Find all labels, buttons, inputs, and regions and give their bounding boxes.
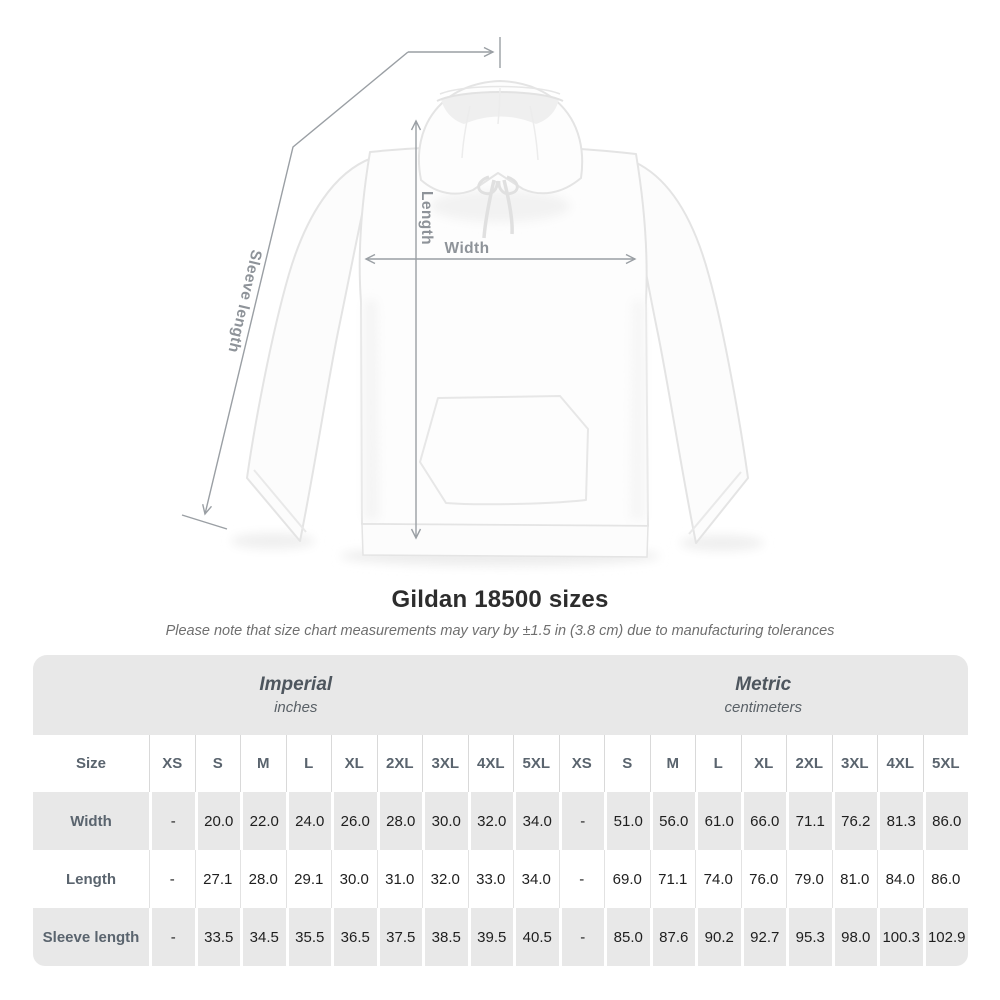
tolerance-note: Please note that size chart measurements may vary by ±1.5 in (3.8 cm) due to manufacturing tolerances [165,623,835,639]
cell: 32.0 [422,850,468,908]
unit-group-header-row [33,655,968,735]
hoodie-pocket [420,396,588,504]
cell: 95.3 [786,908,832,966]
cell: 71.1 [786,792,832,850]
cell: 90.2 [695,908,741,966]
width-label: Width [444,240,490,257]
row-label: Sleeve length [33,908,149,966]
hoodie-body-group [247,81,748,557]
cell: 24.0 [286,792,332,850]
metric-unit: centimeters [724,698,803,716]
cell: 34.0 [513,792,559,850]
cell: 69.0 [604,850,650,908]
cell: 56.0 [650,792,696,850]
size-header-label: Size [33,735,149,792]
cell: 74.0 [695,850,741,908]
cell: 35.5 [286,908,332,966]
cell: 30.0 [331,850,377,908]
cell: 66.0 [741,792,787,850]
cell: 33.5 [195,908,241,966]
cell: 87.6 [650,908,696,966]
cell: 76.0 [741,850,787,908]
table-row-sleeve-length [33,908,968,966]
cell: 27.1 [195,850,241,908]
cell: 31.0 [377,850,423,908]
cell: 61.0 [695,792,741,850]
cell: - [559,792,605,850]
imperial-unit: inches [274,698,318,716]
cell: 36.5 [331,908,377,966]
cell: - [149,850,195,908]
size-col-header: 5XL [513,735,559,792]
row-label: Length [66,870,116,888]
row-label: Width [33,792,149,850]
cell: 86.0 [923,792,969,850]
cell: 30.0 [422,792,468,850]
size-col-header: 5XL [923,735,969,792]
cell: - [559,850,605,908]
cell: 39.5 [468,908,514,966]
cell: 28.0 [240,850,286,908]
table-row-length [33,850,968,908]
length-label: Length [418,191,435,246]
imperial-group-header [33,655,559,735]
table-row-width [33,792,968,850]
cell: 92.7 [741,908,787,966]
cell: 84.0 [877,850,923,908]
cell: 76.2 [832,792,878,850]
page-title: Gildan 18500 sizes [391,586,609,613]
cell: - [149,908,195,966]
cell: 71.1 [650,850,696,908]
cell: 81.3 [877,792,923,850]
metric-group-header [559,655,969,735]
metric-label: Metric [735,674,792,696]
size-chart [33,655,968,966]
size-col-header: XL [741,735,787,792]
cell: 33.0 [468,850,514,908]
size-col-header: 3XL [422,735,468,792]
cell: 20.0 [195,792,241,850]
size-col-header: S [604,735,650,792]
size-col-header: M [240,735,286,792]
cell: 81.0 [832,850,878,908]
cell: 51.0 [604,792,650,850]
cell: 28.0 [377,792,423,850]
imperial-label: Imperial [259,674,333,696]
cell: 26.0 [331,792,377,850]
cell: 34.0 [513,850,559,908]
cell: 34.5 [240,908,286,966]
cell: 22.0 [240,792,286,850]
size-col-header: 3XL [832,735,878,792]
cell: 37.5 [377,908,423,966]
size-col-header: 2XL [786,735,832,792]
size-col-header: 4XL [877,735,923,792]
size-col-header: XL [331,735,377,792]
cell: 100.3 [877,908,923,966]
size-col-header: 4XL [468,735,514,792]
sleeve-length-label: Sleeve length [224,248,265,355]
cell: 38.5 [422,908,468,966]
size-col-header: XS [149,735,195,792]
hoodie-hem [362,524,648,557]
cell: 85.0 [604,908,650,966]
cell: 98.0 [832,908,878,966]
cell: 86.0 [923,850,969,908]
cell: - [149,792,195,850]
cell: 40.5 [513,908,559,966]
size-header-row [33,735,968,792]
cell: 29.1 [286,850,332,908]
size-col-header: L [695,735,741,792]
cell: - [559,908,605,966]
size-col-header: 2XL [377,735,423,792]
cell: 79.0 [786,850,832,908]
size-col-header: L [286,735,332,792]
size-col-header: XS [559,735,605,792]
cell: 102.9 [923,908,969,966]
size-col-header: M [650,735,696,792]
size-col-header: S [195,735,241,792]
cell: 32.0 [468,792,514,850]
